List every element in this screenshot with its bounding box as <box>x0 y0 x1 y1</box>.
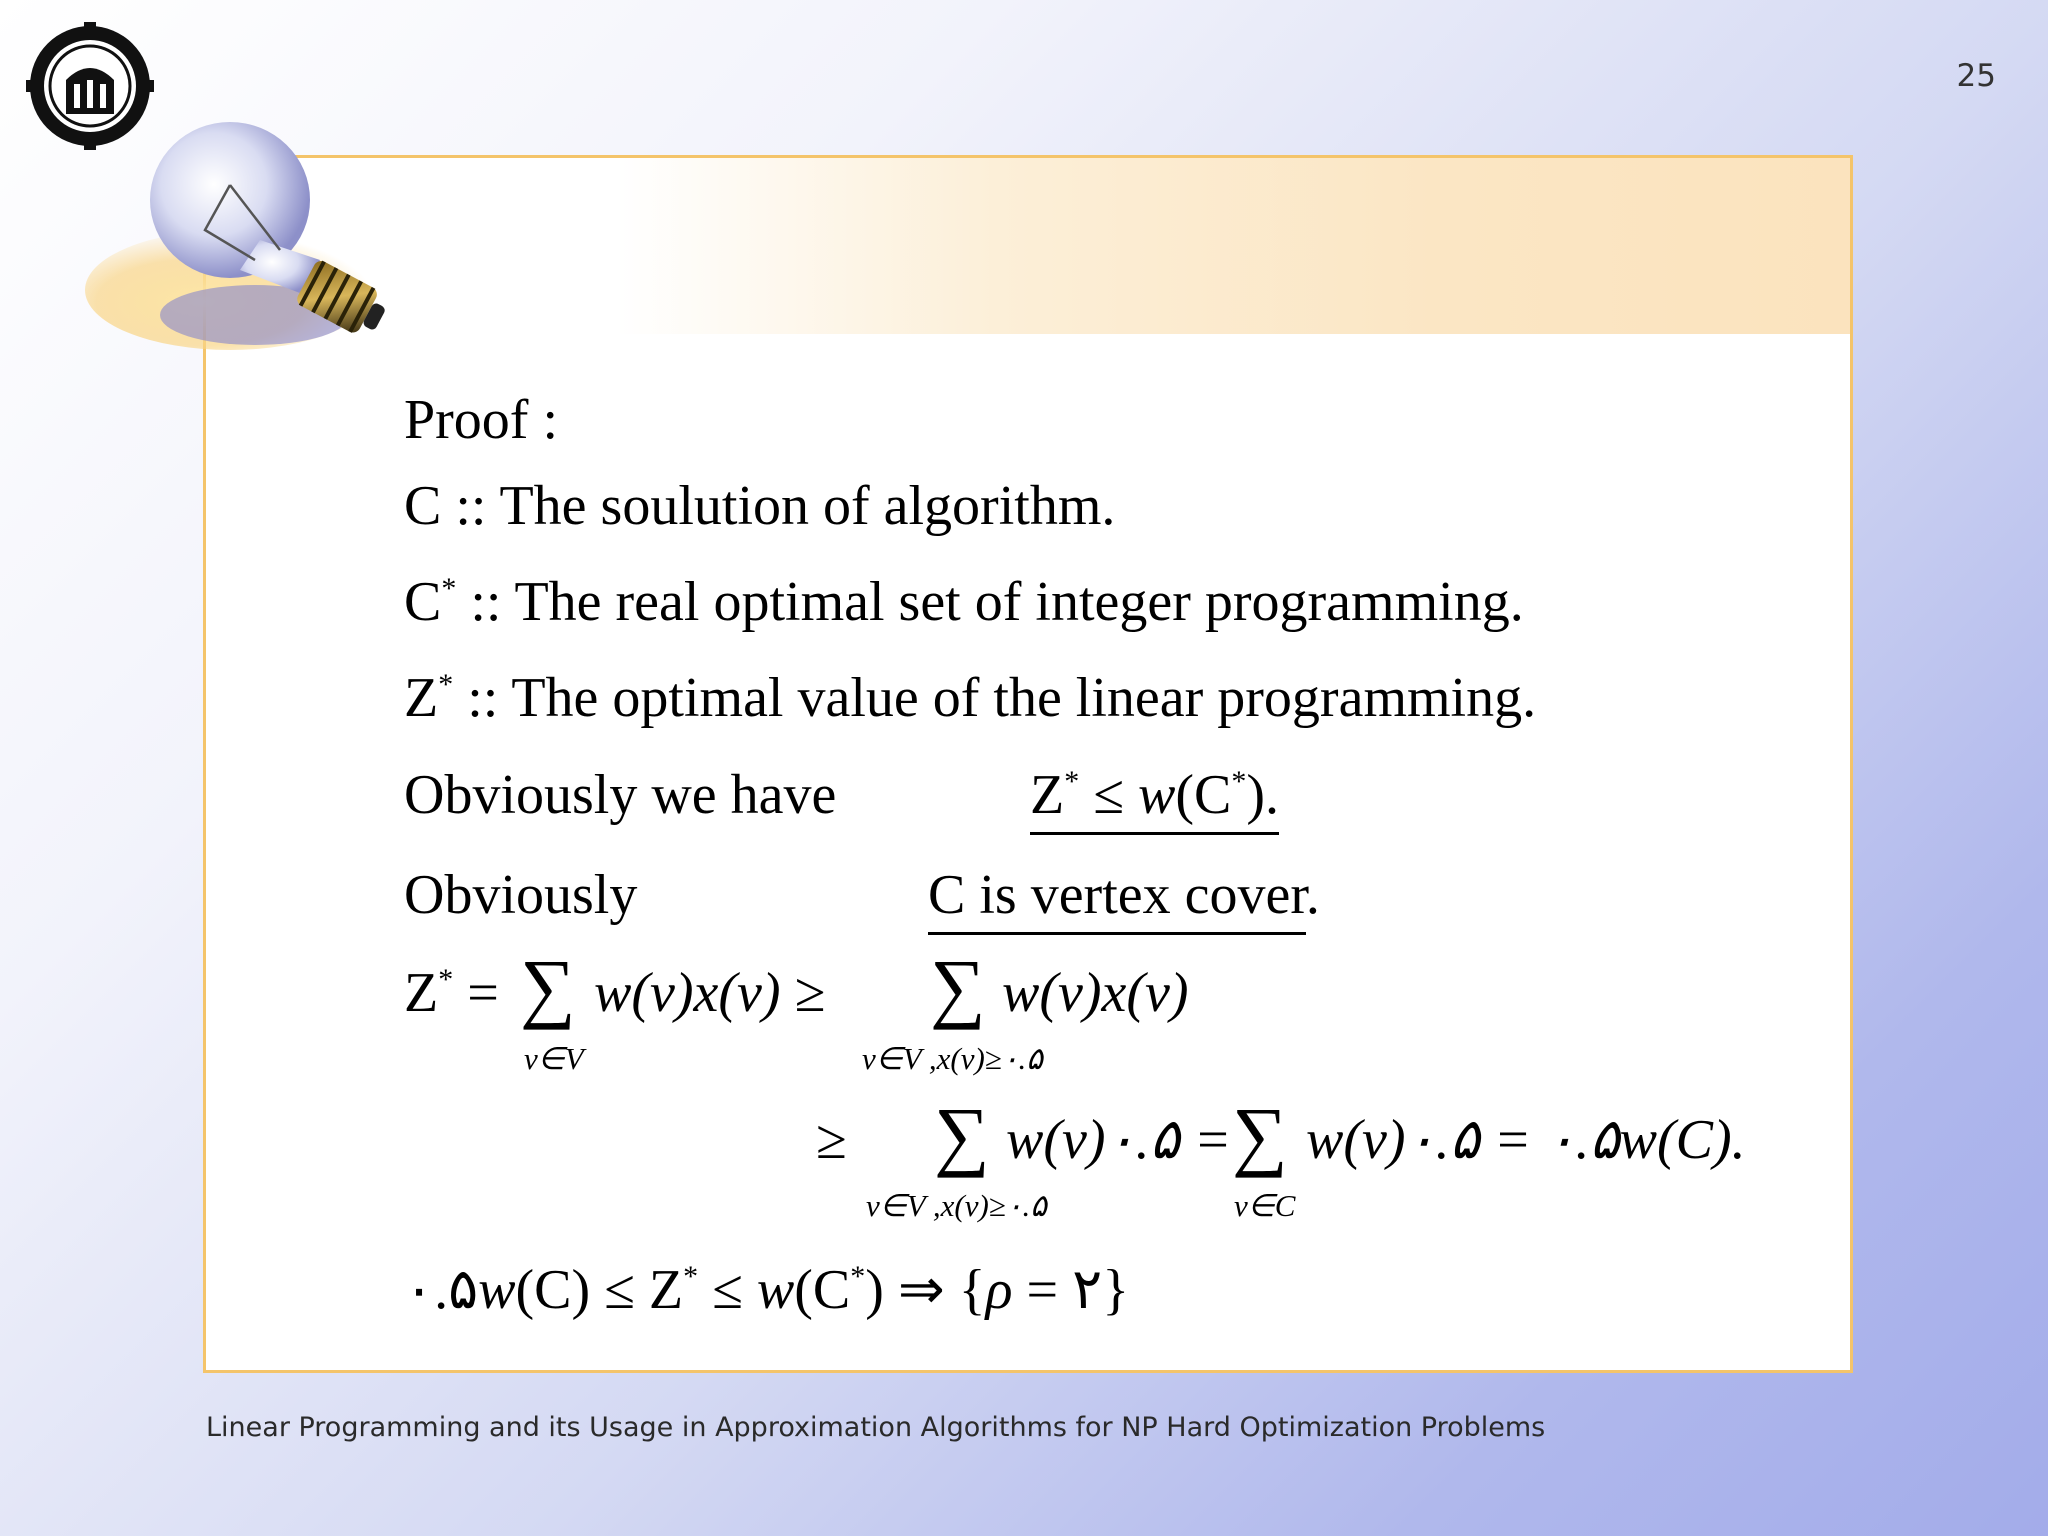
eq2-subscript-v-in-C: v∈C <box>1234 1188 1296 1223</box>
sum-symbol: ∑ <box>930 943 986 1030</box>
eq2-term1: w(v)۰.۵ = <box>1006 1109 1232 1171</box>
eq2-subscript-vx: v∈V ,x(v)≥۰.۵ <box>866 1188 1047 1223</box>
sum-symbol: ∑ <box>1232 1091 1288 1178</box>
inequality-z-star: Z* ≤ w(C*). <box>1030 767 1279 823</box>
eq1-subscript-v-in-V: v∈V <box>524 1041 584 1076</box>
eq1-subscript-vx: v∈V ,x(v)≥۰.۵ <box>862 1041 1043 1076</box>
page-number: 25 <box>1956 58 1996 94</box>
proof-heading: Proof : <box>404 389 558 451</box>
sum-symbol: ∑ <box>934 1091 990 1178</box>
definition-c: C :: The soulution of algorithm. <box>404 475 1116 537</box>
obviously-label-1: Obviously we have <box>404 764 837 826</box>
eq2-geq: ≥ <box>816 1109 847 1171</box>
definition-c-star: C* :: The real optimal set of integer programming. <box>404 571 1524 633</box>
eq1-term1: w(v)x(v) ≥ <box>594 962 826 1024</box>
vertex-cover-statement: C is vertex cover. <box>928 867 1320 923</box>
footer-title: Linear Programming and its Usage in Approximation Algorithms for NP Hard Optimization Problems <box>206 1412 1546 1443</box>
obviously-label-2: Obviously <box>404 864 638 926</box>
definition-z-star: Z* :: The optimal value of the linear programming. <box>404 667 1537 729</box>
light-bulb-icon <box>80 110 460 360</box>
final-inequality: ۰.۵w(C) ≤ Z* ≤ w(C*) ⇒ {ρ = ۲} <box>404 1259 1130 1321</box>
z-star-lhs: Z* = <box>404 962 499 1024</box>
sum-symbol: ∑ <box>520 943 576 1030</box>
eq1-term2: w(v)x(v) <box>1002 962 1189 1024</box>
eq2-term2: w(v)۰.۵ = ۰.۵w(C). <box>1306 1109 1746 1171</box>
